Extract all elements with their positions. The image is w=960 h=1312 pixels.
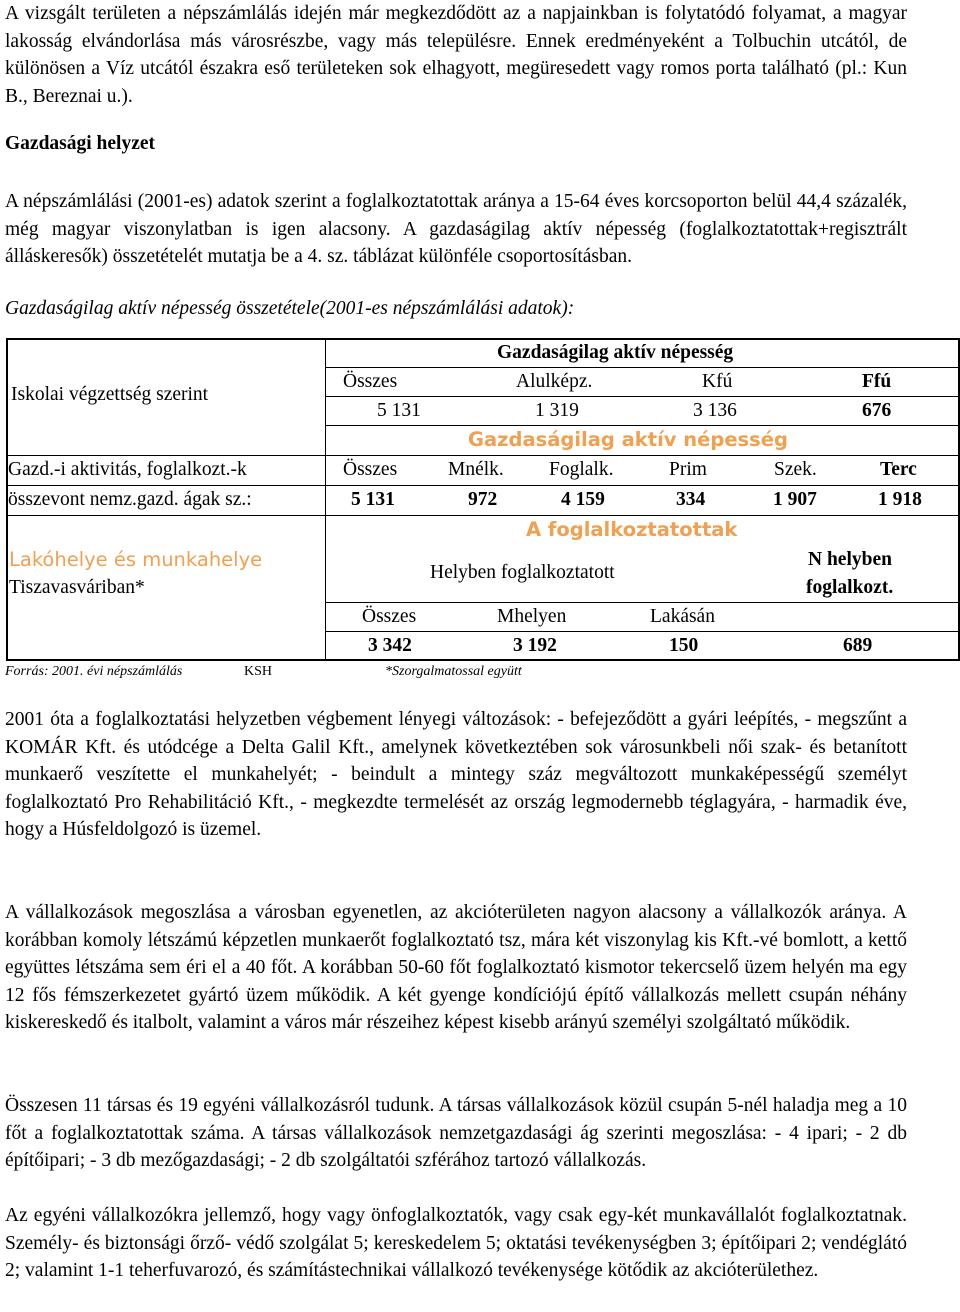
col-header: Összes	[362, 606, 417, 627]
col-header: Összes	[343, 459, 398, 480]
paragraph-sole-traders: Az egyéni vállalkozókra jellemző, hogy vagy önfoglalkoztatók, vagy csak egy-két munkavállalót foglalkoztatnak. Személy- és biztonsági őrző- védő szolgálat 5; kereskedelem 5; oktatási tevékenységben 3; építőipari 2; vendéglátó 2; valamint 1-1 teherfuvarozó, és számítástechnikai vállalkozó tevékenysége kötődik az akcióterülethez.	[5, 1205, 907, 1281]
table-cell: 334	[676, 489, 706, 510]
table-cell: 1 907	[773, 489, 817, 510]
col-header: Foglalk.	[549, 459, 614, 480]
col-header: Kfú	[702, 371, 733, 392]
row-label-education: Iskolai végzettség szerint	[11, 384, 209, 405]
header-active-population: Gazdaságilag aktív népesség	[497, 342, 734, 363]
table-cell: 1 918	[878, 489, 922, 510]
table-cell: 689	[843, 635, 873, 656]
col-header: Összes	[343, 371, 398, 392]
table-cell: 5 131	[351, 489, 395, 510]
subheader-not-local: N helyben	[808, 549, 892, 570]
table-footnote: *Szorgalmatossal együtt	[385, 664, 522, 679]
table-cell: 150	[669, 635, 699, 656]
table-cell: 676	[862, 400, 892, 421]
row-label-residence-2: Tiszavasváriban*	[9, 577, 145, 598]
row-label-activity: Gazd.-i aktivitás, foglalkozt.-k	[8, 459, 247, 480]
subheader-not-local-2: foglalkozt.	[806, 577, 894, 598]
col-header: Ffú	[862, 371, 892, 392]
table-cell: 4 159	[561, 489, 605, 510]
table-cell: 3 192	[513, 635, 557, 656]
header-employed: A foglalkoztatottak	[526, 518, 738, 541]
table-source: Forrás: 2001. évi népszámlálás	[5, 664, 183, 679]
table-cell: 3 136	[693, 400, 737, 421]
col-header: Terc	[880, 459, 917, 480]
paragraph-company-counts: Összesen 11 társas és 19 egyéni vállalkozásról tudunk. A társas vállalkozások közül csupán 5-nél haladja meg a 10 főt a foglalkoztatottak száma. A társas vállalkozások nemzetgazdasági ág szerinti megoszlása: - 4 ipari; - 2 db építőipari; - 3 db mezőgazdasági; - 2 db szolgáltatói szférához tartozó vállalkozás.	[5, 1095, 907, 1171]
table-cell: 1 319	[535, 400, 579, 421]
col-header: Prim	[669, 459, 707, 480]
subheader-local-employed: Helyben foglalkoztatott	[430, 562, 615, 583]
col-header: Alulképz.	[516, 371, 593, 392]
paragraph-enterprises: A vállalkozások megoszlása a városban egyenetlen, az akcióterületen nagyon alacsony a vállalkozók aránya. A korábban komoly létszámú képzetlen munkaerőt foglalkoztató tsz, mára két viszonylag kis Kft.-vé bomlott, a kettő együttes létszáma sem éri el a 40 főt. A korábban 50-60 főt foglalkoztató kismotor tekercselő üzem helyén ma egy 12 fős fémszerkezetet gyártó üzem működik. A két gyenge kondíciójú építő vállalkozás mellett csupán néhány kiskereskedő és italbolt, valamint a város már részeihez képest kisebb arányú személyi szolgáltató működik.	[5, 902, 907, 1033]
header-active-population-2: Gazdaságilag aktív népesség	[468, 428, 788, 451]
table-source-org: KSH	[244, 664, 273, 679]
col-header: Lakásán	[650, 606, 715, 627]
col-header: Mhelyen	[497, 606, 567, 627]
row-label-activity-2: összevont nemz.gazd. ágak sz.:	[8, 489, 252, 510]
paragraph-employment-rate: A népszámlálási (2001-es) adatok szerint a foglalkoztatottak aránya a 15-64 éves korcsoporton belül 44,4 százalék, még magyar viszonylatban is igen alacsony. A gazdaságilag aktív népesség (foglalkoztatottak+regisztrált álláskeresők) összetételét mutatja be a 4. sz. táblázat különféle csoportosításban.	[5, 191, 907, 267]
col-header: Mnélk.	[448, 459, 504, 480]
table-caption: Gazdaságilag aktív népesség összetétele(2001-es népszámlálási adatok):	[5, 298, 575, 319]
row-label-residence: Lakóhelye és munkahelye	[9, 548, 263, 571]
table-cell: 972	[468, 489, 498, 510]
intro-paragraph: A vizsgált területen a népszámlálás idején már megkezdődött az a napjainkban is folytatódó folyamat, a magyar lakosság elvándorlása más városrészbe, vagy más településre. Ennek eredményeként a Tolbuchin utcától, de különösen a Víz utcától északra eső területeken sok elhagyott, megüresedett vagy romos porta található (pl.: Kun B., Bereznai u.).	[5, 3, 907, 107]
section-title: Gazdasági helyzet	[5, 133, 156, 154]
table-cell: 5 131	[377, 400, 421, 421]
table-divider	[325, 338, 326, 661]
col-header: Szek.	[774, 459, 817, 480]
paragraph-changes: 2001 óta a foglalkoztatási helyzetben végbement lényegi változások: - befejeződött a gyári leépítés, - megszűnt a KOMÁR Kft. és utódcége a Delta Galil Kft., amelynek következtében sok városunkbeli női szak- és betanított munkaerő veszítette el munkahelyét; - beindult a mintegy száz megváltozott munkaképességű személyt foglalkoztató Pro Rehabilitáció Kft., - megkezdte termelését az ország legmodernebb téglagyára, - harmadik éve, hogy a Húsfeldolgozó is üzemel.	[5, 709, 907, 840]
table-cell: 3 342	[368, 635, 412, 656]
